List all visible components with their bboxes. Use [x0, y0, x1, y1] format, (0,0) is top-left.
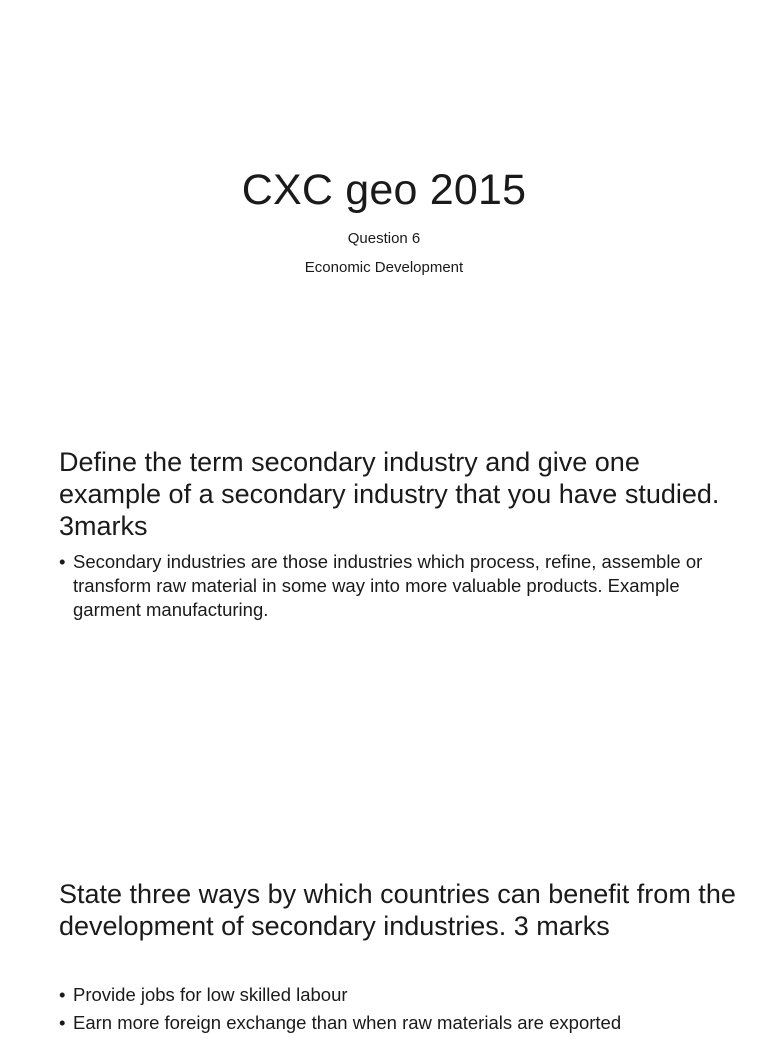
- bullet-text: Provide jobs for low skilled labour: [73, 984, 348, 1005]
- slide-secondary-industry-benefits: [0, 840, 768, 1033]
- bullet-icon: •: [59, 984, 66, 1005]
- bullet-item: [59, 550, 719, 622]
- bullet-item: [59, 983, 719, 1007]
- slide-title: [0, 0, 768, 420]
- slide-secondary-industry-definition: [0, 420, 768, 840]
- bullet-text: Secondary industries are those industries which process, refine, assemble or transform raw material in some way into more valuable products. Example garment manufacturing.: [73, 551, 703, 620]
- slide-main-title: CXC geo 2015: [241, 166, 527, 214]
- bullet-list: [59, 550, 719, 626]
- bullet-list: [59, 983, 719, 1039]
- slide-heading: Define the term secondary industry and give one example of a secondary industry that you have studied. 3marks: [59, 447, 720, 541]
- bullet-icon: •: [59, 551, 66, 572]
- slide-subtitle-topic: Economic Development: [304, 259, 464, 276]
- bullet-icon: •: [59, 1012, 66, 1033]
- bullet-text: Earn more foreign exchange than when raw materials are exported: [73, 1012, 622, 1033]
- slide-subtitle-question: Question 6: [347, 230, 421, 247]
- bullet-item: [59, 1011, 719, 1035]
- slide-heading: State three ways by which countries can benefit from the development of secondary industries. 3 marks: [59, 879, 736, 941]
